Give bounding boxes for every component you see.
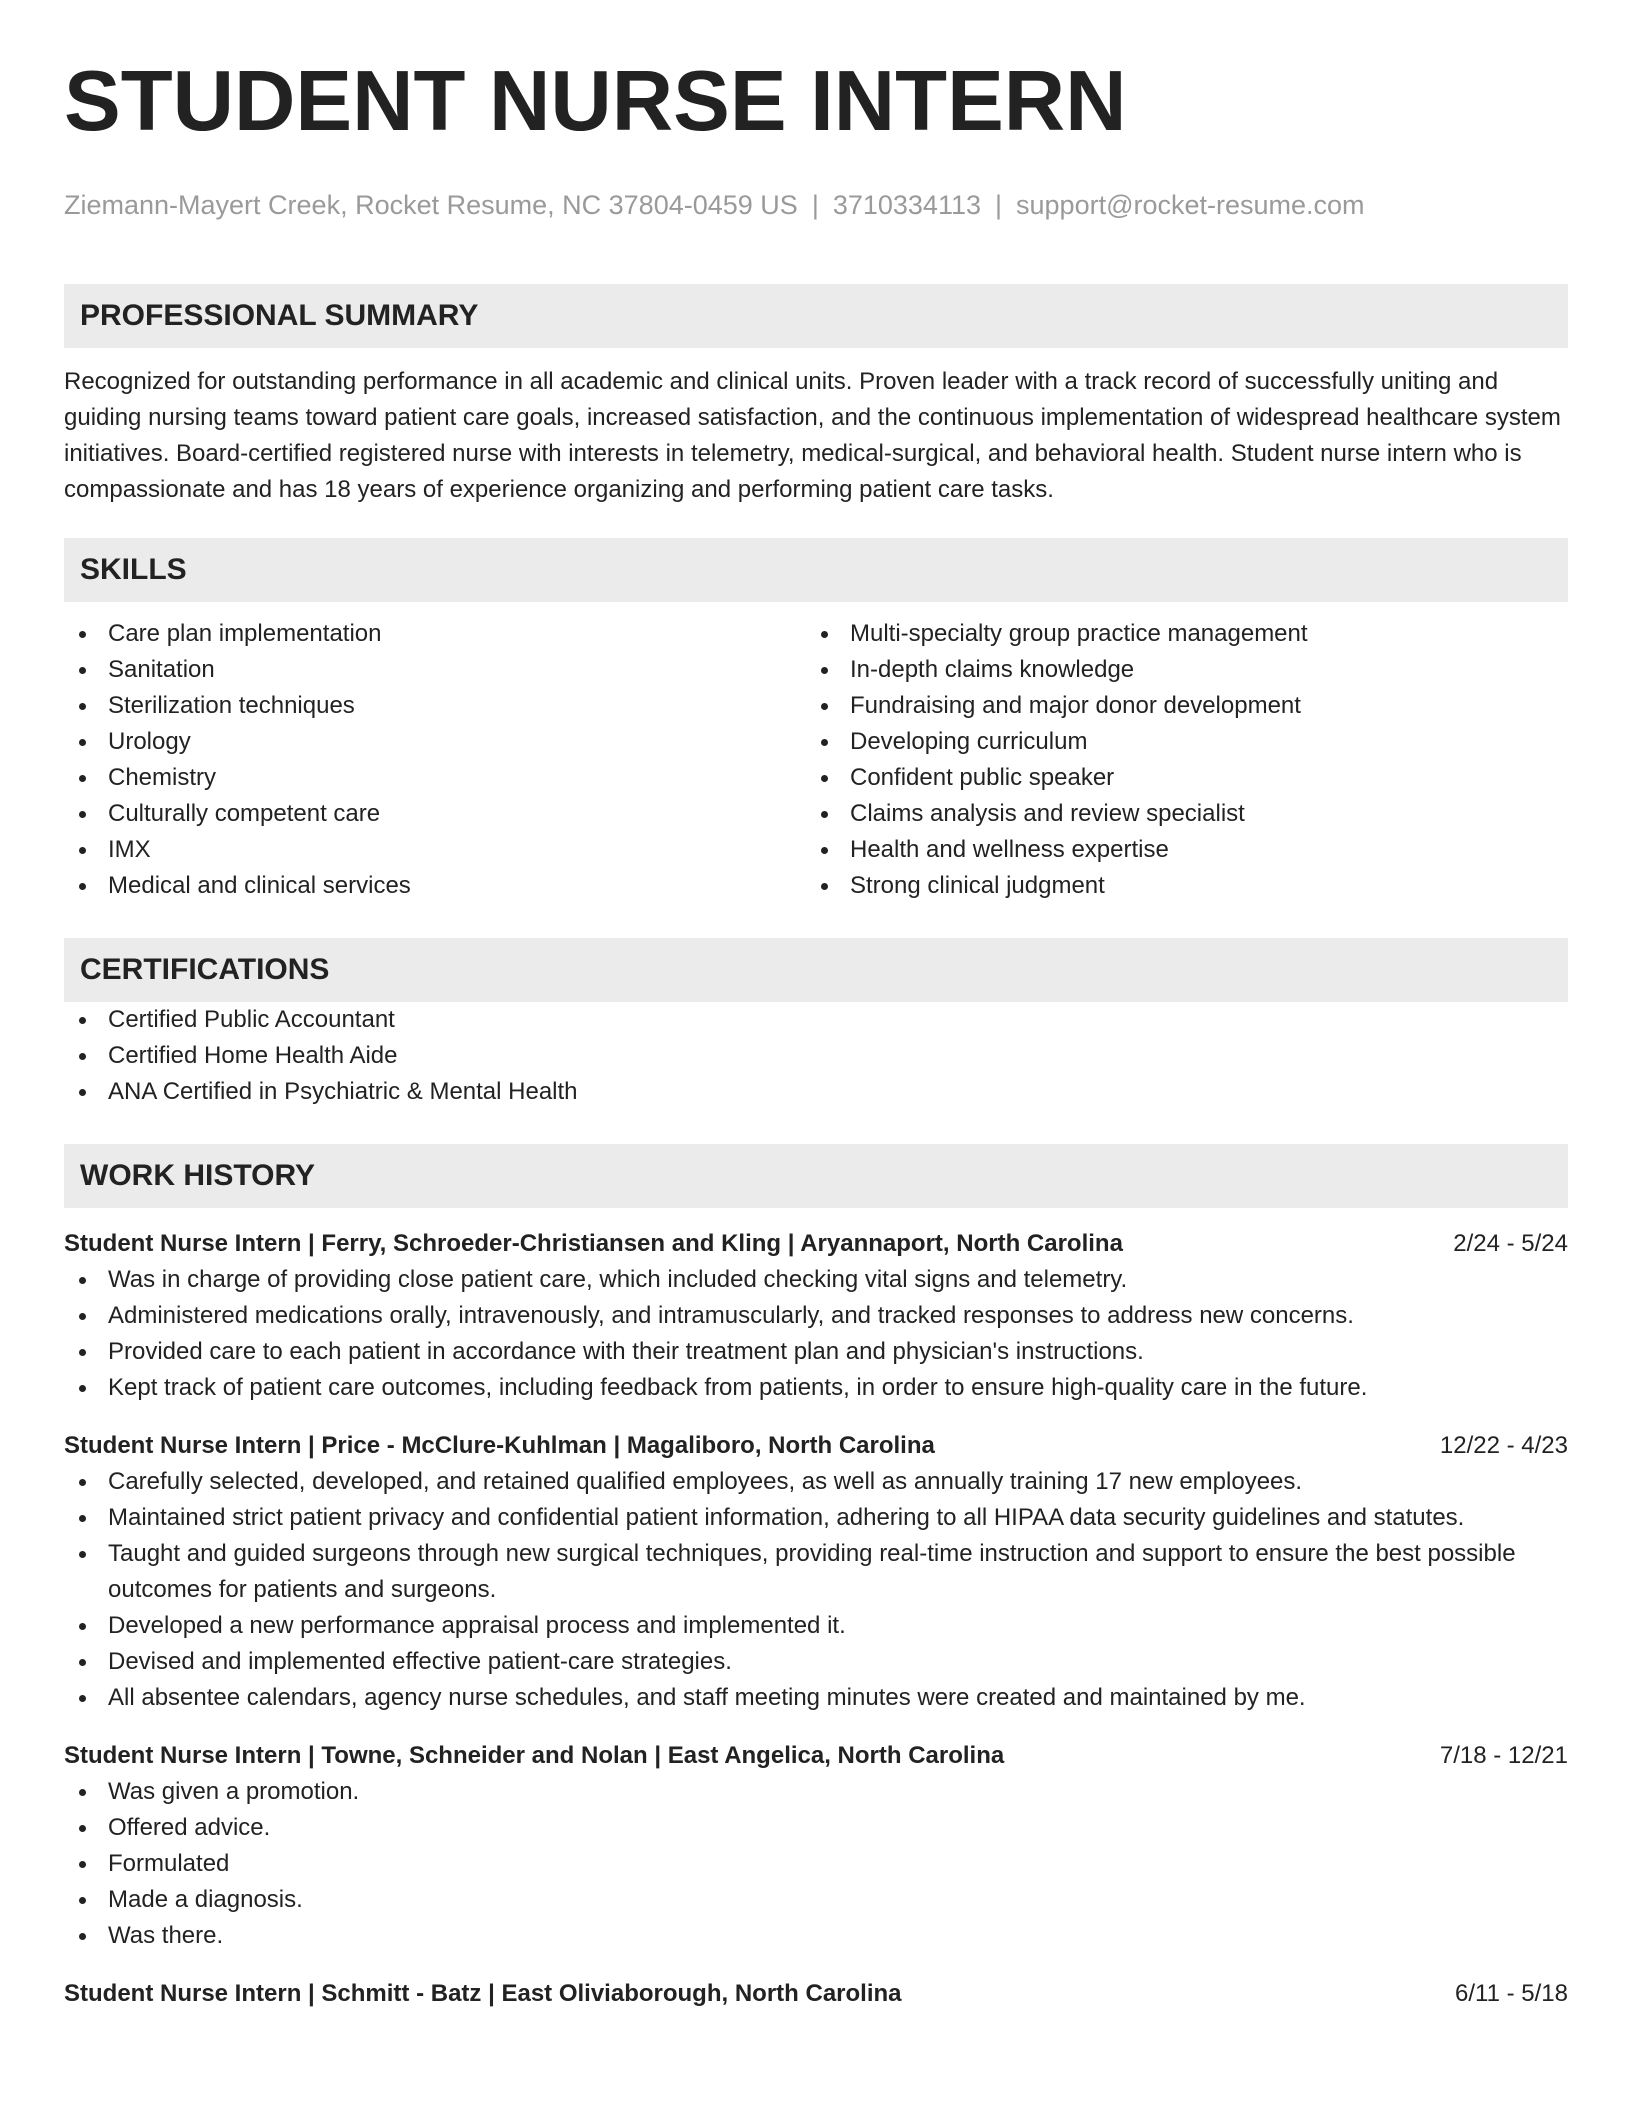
certifications-section-header: CERTIFICATIONS [64,938,1568,1002]
job-dates: 2/24 - 5/24 [1453,1230,1568,1257]
job-bullet: Was given a promotion. [64,1774,1568,1810]
job-bullet: Developed a new performance appraisal process and implemented it. [64,1608,1568,1644]
job-bullet: Was in charge of providing close patient care, which included checking vital signs and telemetry. [64,1262,1568,1298]
skill-item: Strong clinical judgment [806,868,1548,904]
job-entry [64,1226,1568,1406]
skill-item: In-depth claims knowledge [806,652,1548,688]
job-title: Student Nurse Intern | Schmitt - Batz | East Oliviaborough, North Carolina [64,1980,902,2007]
skills-grid [64,616,1568,904]
contact-email[interactable]: support@rocket-resume.com [1016,190,1365,220]
resume-name: STUDENT NURSE INTERN [64,54,1127,149]
skill-item: Sterilization techniques [64,688,806,724]
skill-item: Chemistry [64,760,806,796]
job-bullets [64,1464,1568,1716]
contact-line [64,188,1568,222]
job-bullet: Carefully selected, developed, and retained qualified employees, as well as annually training 17 new employees. [64,1464,1568,1500]
work-history-section-header: WORK HISTORY [64,1144,1568,1208]
job-title-row [64,1976,1568,2012]
job-entry [64,1976,1568,2012]
job-title-row [64,1738,1568,1774]
summary-section-header: PROFESSIONAL SUMMARY [64,284,1568,348]
job-dates: 6/11 - 5/18 [1455,1980,1568,2007]
skill-item: Culturally competent care [64,796,806,832]
contact-separator: | [995,190,1003,220]
job-bullet: Formulated [64,1846,1568,1882]
skill-item: Care plan implementation [64,616,806,652]
job-bullet: Maintained strict patient privacy and confidential patient information, adhering to all HIPAA data security guidelines and statutes. [64,1500,1568,1536]
skill-item: Developing curriculum [806,724,1548,760]
skill-item: IMX [64,832,806,868]
skill-item: Health and wellness expertise [806,832,1548,868]
contact-separator: | [811,190,819,220]
job-bullet: Provided care to each patient in accordance with their treatment plan and physician's instructions. [64,1334,1568,1370]
job-bullet: Kept track of patient care outcomes, including feedback from patients, in order to ensure high-quality care in the future. [64,1370,1568,1406]
skills-column-right [806,616,1548,904]
skill-item: Claims analysis and review specialist [806,796,1548,832]
job-bullet: Taught and guided surgeons through new surgical techniques, providing real-time instruction and support to ensure the best possible outcomes for patients and surgeons. [64,1536,1568,1608]
skill-item: Confident public speaker [806,760,1548,796]
certifications-list [64,1002,1568,1110]
skill-item: Fundraising and major donor development [806,688,1548,724]
job-title-row [64,1226,1568,1262]
certification-item: ANA Certified in Psychiatric & Mental Health [64,1074,1568,1110]
job-title: Student Nurse Intern | Towne, Schneider and Nolan | East Angelica, North Carolina [64,1742,1005,1769]
job-bullet: Devised and implemented effective patient-care strategies. [64,1644,1568,1680]
job-entry [64,1738,1568,1954]
job-title-row [64,1428,1568,1464]
job-bullets [64,1262,1568,1406]
contact-phone: 3710334113 [832,190,981,220]
job-title: Student Nurse Intern | Ferry, Schroeder-Christiansen and Kling | Aryannaport, North Carolina [64,1230,1123,1257]
job-bullet: Offered advice. [64,1810,1568,1846]
skill-item: Sanitation [64,652,806,688]
summary-text: Recognized for outstanding performance in all academic and clinical units. Proven leader with a track record of successfully uniting and guiding nursing teams toward patient care goals, increased satisfaction, and the continuous implementation of widespread healthcare system initiatives. Board-certified registered nurse with interests in telemetry, medical-surgical, and behavioral health. Student nurse intern who is compassionate and has 18 years of experience organizing and performing patient care tasks. [64,368,1561,503]
job-bullet: Administered medications orally, intravenously, and intramuscularly, and tracked responses to address new concerns. [64,1298,1568,1334]
skill-item: Medical and clinical services [64,868,806,904]
contact-address: Ziemann-Mayert Creek, Rocket Resume, NC 37804-0459 US [64,190,798,220]
certification-item: Certified Public Accountant [64,1002,1568,1038]
skill-item: Urology [64,724,806,760]
skill-item: Multi-specialty group practice management [806,616,1548,652]
job-bullets [64,1774,1568,1954]
job-dates: 12/22 - 4/23 [1439,1432,1568,1459]
skills-list-right [806,616,1548,904]
job-bullet: All absentee calendars, agency nurse schedules, and staff meeting minutes were created and maintained by me. [64,1680,1568,1716]
certification-item: Certified Home Health Aide [64,1038,1568,1074]
job-bullet: Made a diagnosis. [64,1882,1568,1918]
skills-column-left [64,616,806,904]
skills-section-header: SKILLS [64,538,1568,602]
job-dates: 7/18 - 12/21 [1439,1742,1568,1769]
job-entry [64,1428,1568,1716]
skills-list-left [64,616,806,904]
job-title: Student Nurse Intern | Price - McClure-Kuhlman | Magaliboro, North Carolina [64,1432,935,1459]
job-bullet: Was there. [64,1918,1568,1954]
